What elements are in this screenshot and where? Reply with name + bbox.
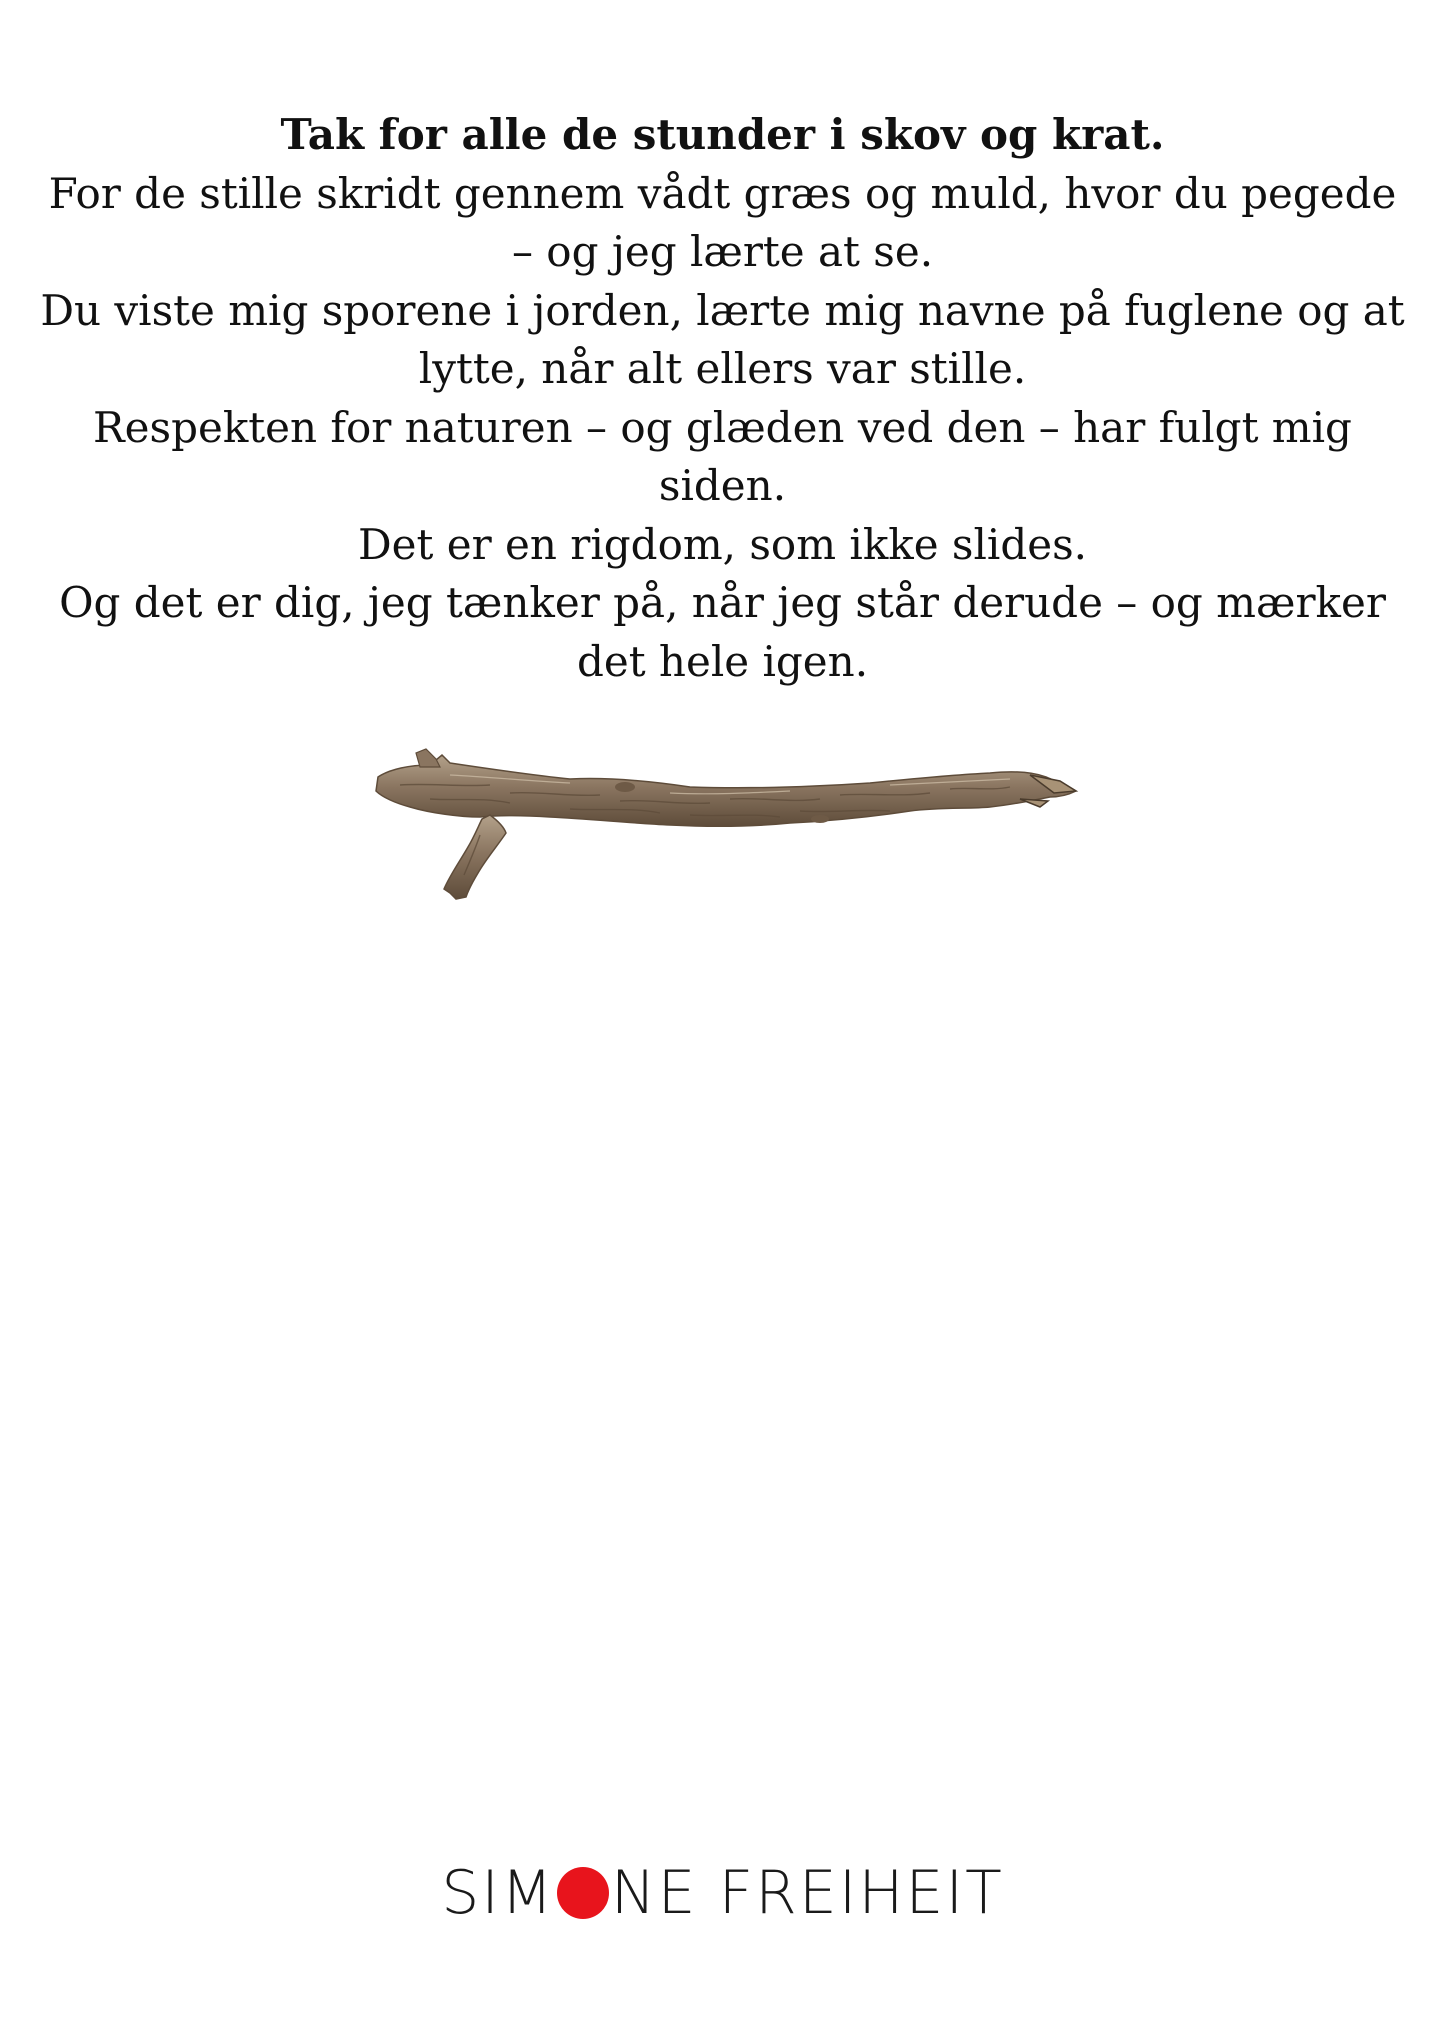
logo-text-end: NE FREIHEIT — [610, 1858, 1004, 1928]
poem-line-1: For de stille skridt gennem vådt græs og muld, hvor du pegede – og jeg lærte at se. — [48, 168, 1397, 276]
poem-line-4: Det er en rigdom, som ikke slides. — [357, 519, 1087, 569]
branch-stub — [416, 749, 440, 767]
poem-line-2: Du viste mig sporene i jorden, lærte mig navne på fuglene og at lytte, når alt ellers var stille. — [40, 285, 1405, 393]
logo-text-start: SIM — [441, 1858, 555, 1928]
poem-text — [40, 106, 1405, 691]
poem-line-3: Respekten for naturen – og glæden ved den – har fulgt mig siden. — [93, 402, 1352, 510]
branch-twig — [444, 815, 506, 899]
brand-logo — [0, 1858, 1445, 1928]
poem-heading: Tak for alle de stunder i skov og krat. — [280, 110, 1165, 159]
red-dot-icon — [557, 1867, 609, 1919]
branch-icon — [370, 735, 1080, 910]
branch-knot — [811, 815, 829, 823]
branch-knot — [615, 782, 635, 792]
poem-line-5: Og det er dig, jeg tænker på, når jeg står derude – og mærker det hele igen. — [59, 578, 1386, 686]
